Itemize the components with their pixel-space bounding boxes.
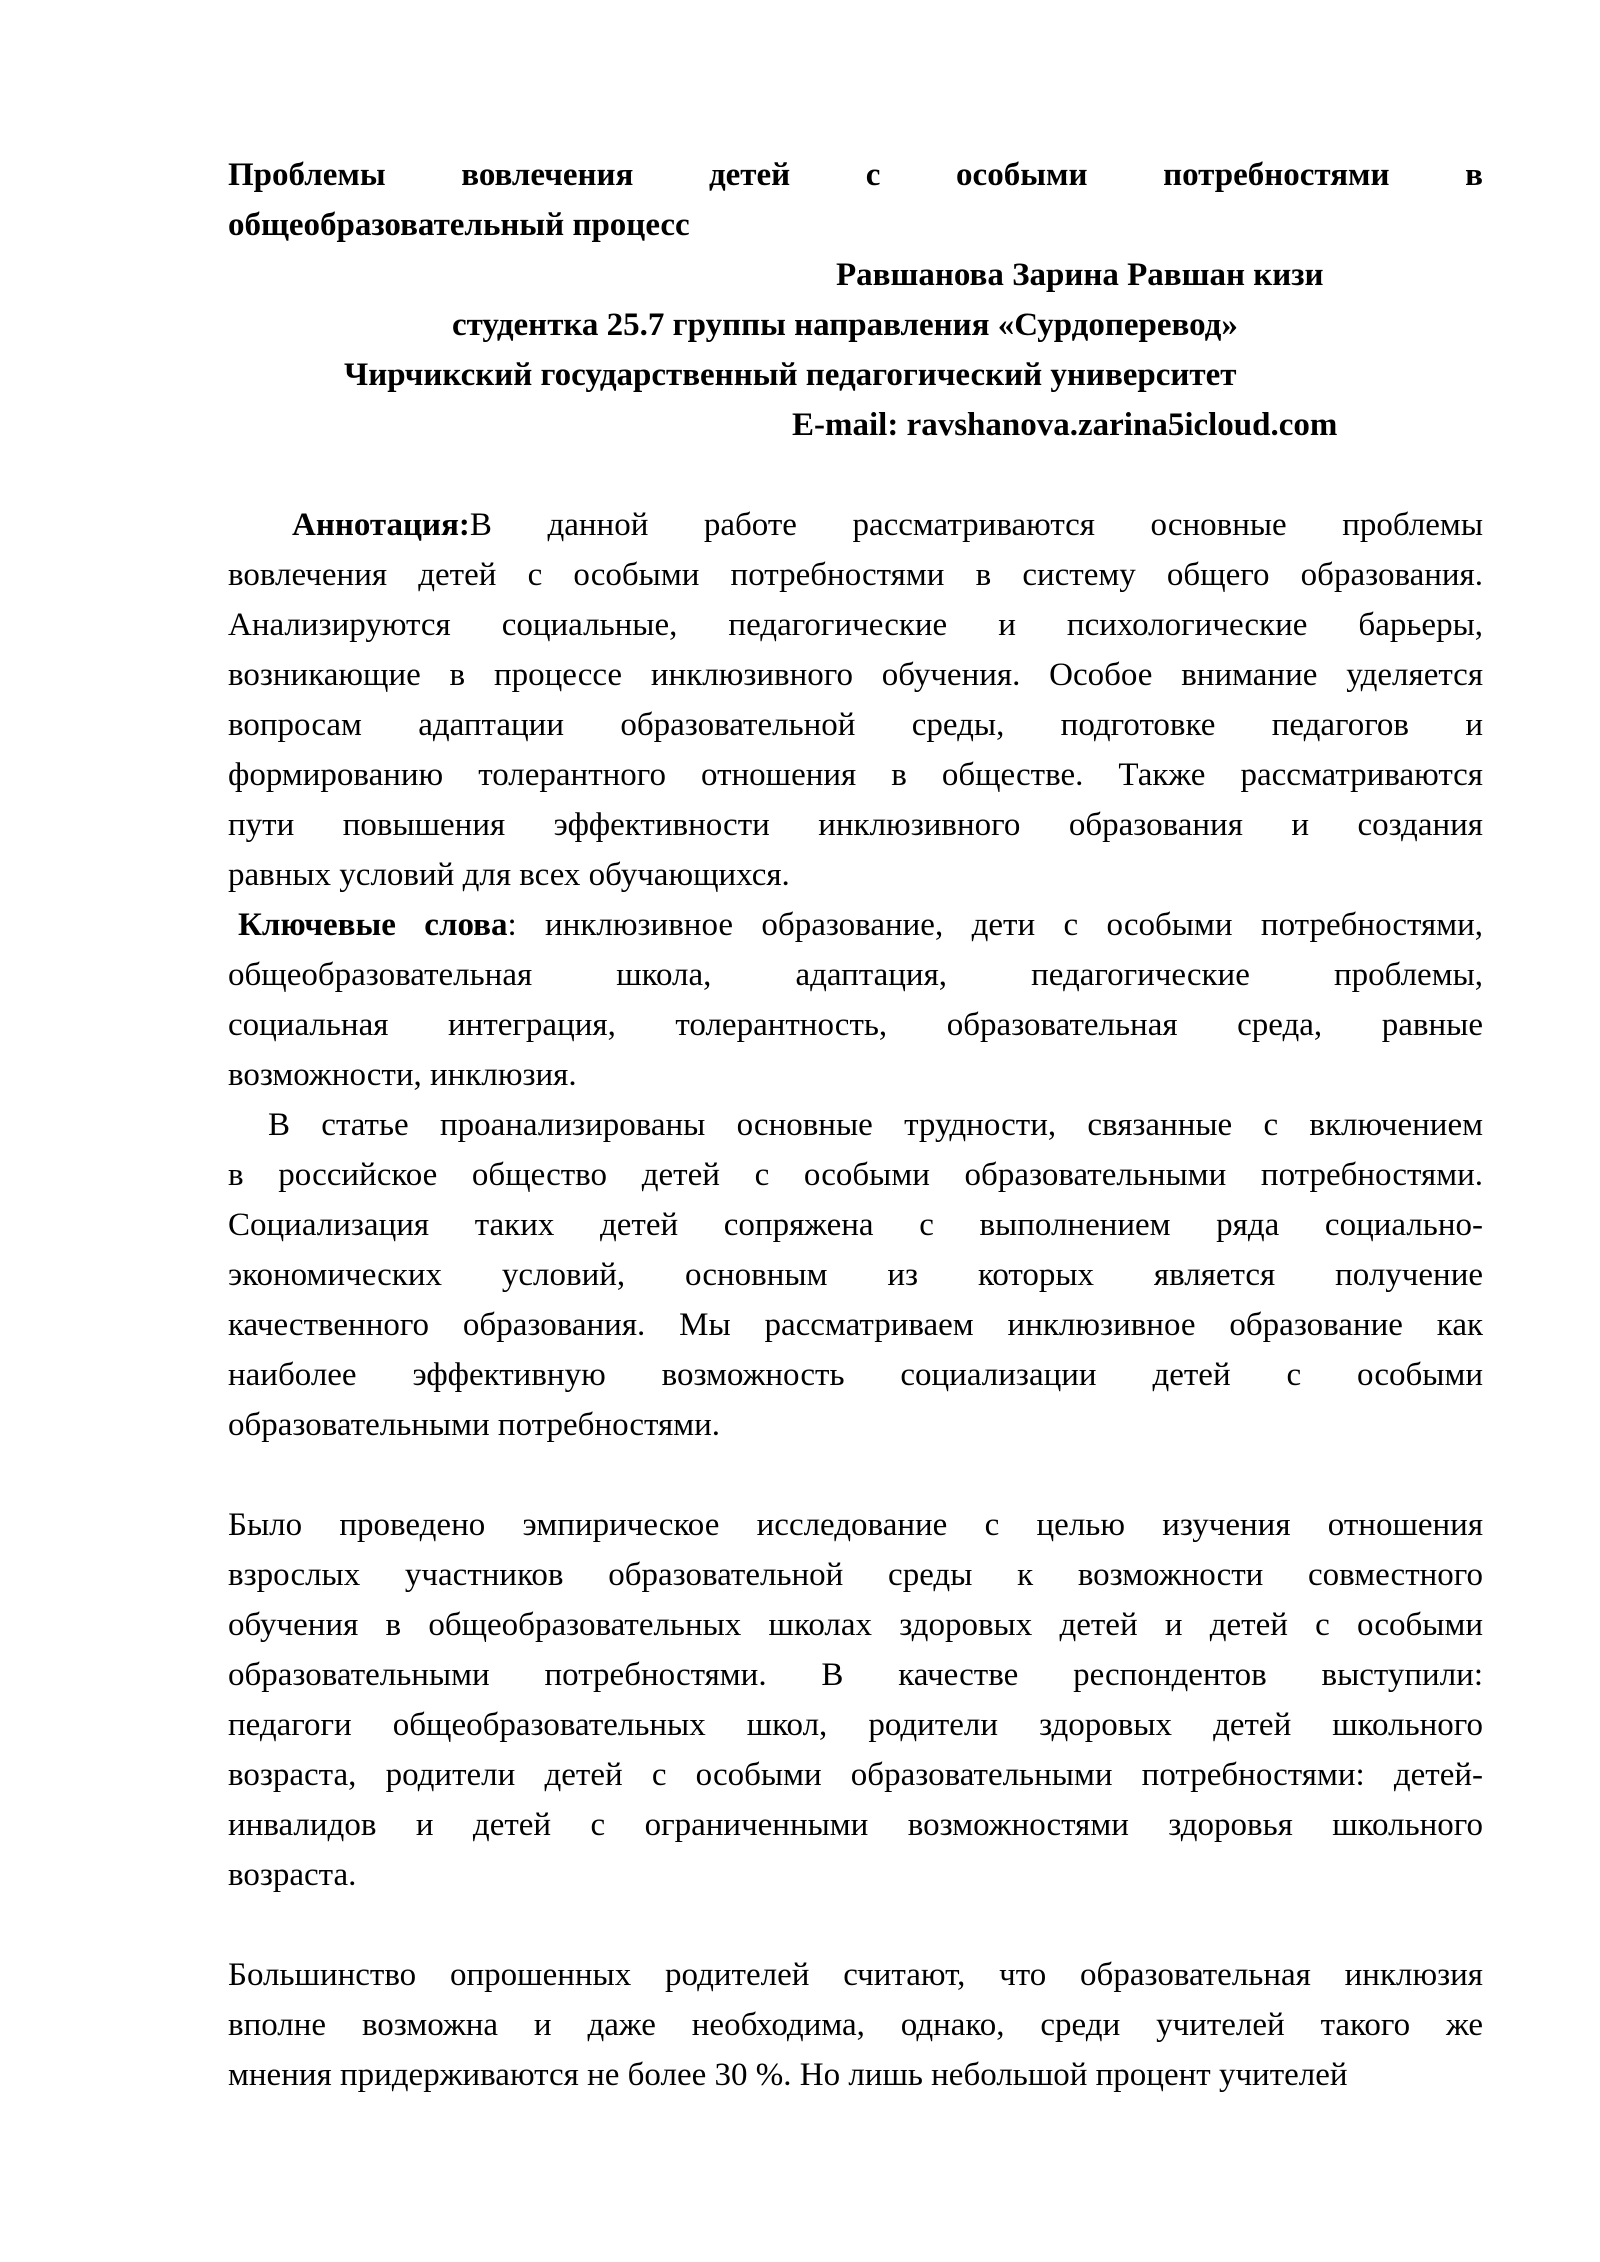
body-line: вполне возможна и даже необходима, однако, среди учителей такого же	[228, 2007, 1483, 2043]
abstract-line	[228, 500, 1483, 550]
body-line: возраста.	[228, 1857, 357, 1893]
blank-line	[228, 450, 1483, 500]
keywords-line: возможности, инклюзия.	[228, 1057, 577, 1093]
body-line: педагоги общеобразовательных школ, родители здоровых детей школьного	[228, 1707, 1483, 1743]
author-affiliation-university: Чирчикский государственный педагогический университет	[344, 357, 1237, 393]
article-title-line-2: общеобразовательный процесс	[228, 207, 690, 243]
body-line: наиболее эффективную возможность социализации детей с особыми	[228, 1357, 1483, 1393]
body-paragraph-3	[228, 1950, 1483, 2100]
body-line: В статье проанализированы основные трудности, связанные с включением	[268, 1107, 1483, 1143]
body-line: качественного образования. Мы рассматриваем инклюзивное образование как	[228, 1307, 1483, 1343]
author-email: E-mail: ravshanova.zarina5icloud.com	[792, 407, 1338, 443]
body-paragraph-2	[228, 1500, 1483, 1900]
abstract-line: вовлечения детей с особыми потребностями в систему общего образования.	[228, 557, 1483, 593]
body-line: Было проведено эмпирическое исследование с целью изучения отношения	[228, 1507, 1483, 1543]
body-line: взрослых участников образовательной среды к возможности совместного	[228, 1557, 1483, 1593]
blank-line	[228, 1450, 1483, 1500]
abstract-text: В данной работе рассматриваются основные проблемы	[469, 507, 1483, 543]
author-affiliation-group: студентка 25.7 группы направления «Сурдоперевод»	[452, 307, 1238, 343]
body-line: образовательными потребностями. В качестве респондентов выступили:	[228, 1657, 1483, 1693]
abstract-line: вопросам адаптации образовательной среды, подготовке педагогов и	[228, 707, 1483, 743]
body-line: мнения придерживаются не более 30 %. Но лишь небольшой процент учителей	[228, 2057, 1348, 2093]
document-content	[228, 150, 1483, 2100]
keywords-line	[228, 900, 1483, 950]
abstract-line: возникающие в процессе инклюзивного обучения. Особое внимание уделяется	[228, 657, 1483, 693]
abstract-line: формированию толерантного отношения в обществе. Также рассматриваются	[228, 757, 1483, 793]
body-line: инвалидов и детей с ограниченными возможностями здоровья школьного	[228, 1807, 1483, 1843]
author-name: Равшанова Зарина Равшан кизи	[836, 257, 1324, 293]
body-line: Большинство опрошенных родителей считают, что образовательная инклюзия	[228, 1957, 1483, 1993]
keywords-text: : инклюзивное образование, дети с особыми потребностями,	[507, 907, 1483, 943]
article-title	[228, 150, 1483, 250]
body-line: экономических условий, основным из которых является получение	[228, 1257, 1483, 1293]
body-line: обучения в общеобразовательных школах здоровых детей и детей с особыми	[228, 1607, 1483, 1643]
abstract-label: Аннотация:	[292, 507, 470, 543]
body-paragraph-1	[228, 1100, 1483, 1450]
body-line: Социализация таких детей сопряжена с выполнением ряда социально-	[228, 1207, 1483, 1243]
body-line: образовательными потребностями.	[228, 1407, 721, 1443]
keywords-label: Ключевые слова	[238, 907, 508, 943]
keywords-line: социальная интеграция, толерантность, образовательная среда, равные	[228, 1007, 1483, 1043]
abstract-paragraph	[228, 500, 1483, 900]
keywords-paragraph	[228, 900, 1483, 1100]
body-line: в российское общество детей с особыми образовательными потребностями.	[228, 1157, 1483, 1193]
abstract-line: равных условий для всех обучающихся.	[228, 857, 790, 893]
body-line: возраста, родители детей с особыми образовательными потребностями: детей-	[228, 1757, 1483, 1793]
abstract-line: пути повышения эффективности инклюзивного образования и создания	[228, 807, 1483, 843]
abstract-line: Анализируются социальные, педагогические и психологические барьеры,	[228, 607, 1483, 643]
keywords-line: общеобразовательная школа, адаптация, педагогические проблемы,	[228, 957, 1483, 993]
article-title-line-1: Проблемы вовлечения детей с особыми потребностями в	[228, 157, 1483, 193]
blank-line	[228, 1900, 1483, 1950]
